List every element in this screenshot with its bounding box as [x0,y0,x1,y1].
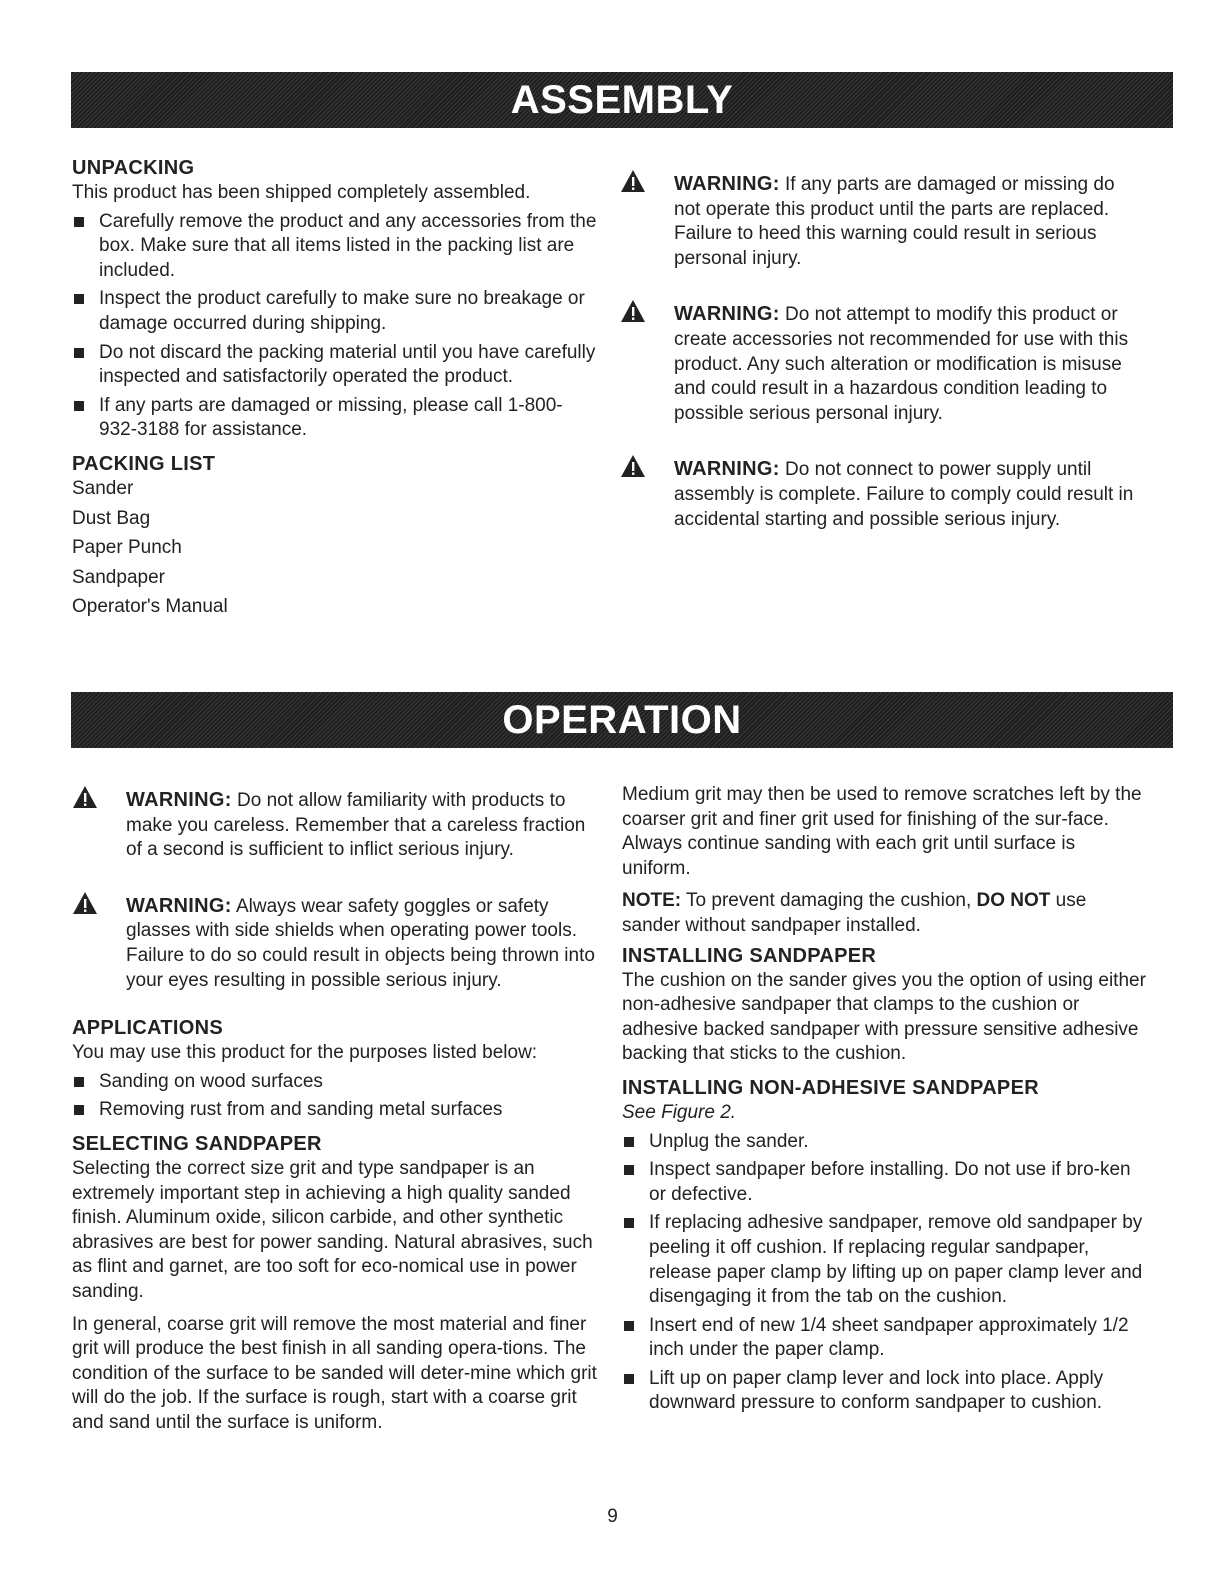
list-item: Inspect sandpaper before installing. Do not use if bro-ken or defective. [622,1158,1147,1207]
list-item: Paper Punch [72,537,182,559]
list-item: If any parts are damaged or missing, please call 1-800-932-3188 for assistance. [72,394,597,443]
warning-block [72,894,597,993]
warning-label: WARNING: [126,789,232,811]
list-item: Sandpaper [72,566,165,588]
warning-text: Do not attempt to modify this product or create accessories not recommended for use with this product. Any such alteration or modification is misuse and could result in a hazardous condition leading to possible serious personal injury. [674,304,1129,424]
selecting-paragraph: Selecting the correct size grit and type sandpaper is an extremely important step in achieving a high quality sanded finish. Aluminum oxide, silicon carbide, and other synthetic abrasives are best for power sanding. Natural abrasives, such as flint and garnet, are too soft for eco-nomical use in power sanding. [72,1157,593,1302]
applications-intro: You may use this product for the purposes listed below: [72,1042,538,1064]
selecting-paragraph: In general, coarse grit will remove the most material and finer grit will produce the best finish in all sanding opera-tions. The condition of the surface to be sanded will deter-mine which grit will do the job. If the surface is rough, start with a coarse grit and sand until the surface is uniform. [72,1313,597,1433]
warning-triangle-icon [620,299,646,323]
list-item: Insert end of new 1/4 sheet sandpaper approximately 1/2 inch under the paper clamp. [622,1314,1147,1363]
warning-block [620,457,1145,532]
bullet-icon [74,1077,84,1087]
warning-triangle-icon [72,785,98,809]
warning-triangle-icon [72,891,98,915]
list-item: Operator's Manual [72,596,228,618]
bullet-icon [74,401,84,411]
operation-left-column [72,788,597,1435]
unpacking-section [72,155,597,625]
warning-text: Do not connect to power supply until assembly is complete. Failure to comply could result in accidental starting and possible serious injury. [674,459,1134,530]
warning-text: If any parts are damaged or missing do not operate this product until the parts are replaced. Failure to heed this warning could result in serious personal injury. [674,174,1115,269]
bullet-icon [624,1137,634,1147]
bullet-icon [624,1218,634,1228]
warning-triangle-icon [620,169,646,193]
warning-text: Always wear safety goggles or safety glasses with side shields when operating power tools. Failure to do so could result in objects being thrown into your eyes resulting in possible serious injury. [126,895,595,991]
non-adhesive-steps [622,1130,1147,1417]
warning-text: Do not allow familiarity with products to make you careless. Remember that a careless fraction of a second is sufficient to inflict serious injury. [126,790,586,861]
warning-label: WARNING: [674,173,780,195]
installing-sandpaper-heading: INSTALLING SANDPAPER [622,944,877,967]
installing-paragraph: The cushion on the sander gives you the option of using either non-adhesive sandpaper that clamps to the cushion or adhesive backed sandpaper with pressure sensitive adhesive backing that sticks to the cushion. [622,969,1146,1065]
bullet-icon [74,348,84,358]
selecting-sandpaper-heading: SELECTING SANDPAPER [72,1132,322,1155]
list-item: Sanding on wood surfaces [72,1070,597,1095]
figure-reference: See Figure 2. [622,1101,737,1123]
list-item: Removing rust from and sanding metal surfaces [72,1098,597,1123]
unpacking-list [72,210,597,443]
applications-heading: APPLICATIONS [72,1017,224,1040]
bullet-icon [74,1105,84,1115]
note-emphasis: DO NOT [976,890,1051,912]
warning-label: WARNING: [674,458,780,481]
list-item: If replacing adhesive sandpaper, remove old sandpaper by peeling it off cushion. If replacing regular sandpaper, release paper clamp by lifting up on paper clamp lever and disengaging it from the tab on the cushion. [622,1211,1147,1309]
assembly-warnings [620,172,1145,532]
unpacking-heading: UNPACKING [72,157,195,179]
selecting-paragraph: Medium grit may then be used to remove scratches left by the coarser grit and finer grit used for finishing of the sur-face. Always continue sanding with each grit until surface is uniform. [622,784,1142,879]
applications-list [72,1070,597,1123]
note-label: NOTE: [622,890,682,912]
warning-block [72,788,597,863]
warning-triangle-icon [620,454,646,478]
warning-block [620,302,1145,426]
packing-list [72,477,597,620]
unpacking-intro: This product has been shipped completely assembled. [72,182,531,203]
bullet-icon [624,1374,634,1384]
bullet-icon [74,217,84,227]
non-adhesive-heading: INSTALLING NON-ADHESIVE SANDPAPER [622,1076,1039,1099]
operation-right-column [622,783,1147,1416]
bullet-icon [74,294,84,304]
warning-label: WARNING: [674,303,780,326]
list-item: Inspect the product carefully to make sure no breakage or damage occurred during shipping. [72,287,597,336]
page-number: 9 [607,1506,618,1527]
list-item: Lift up on paper clamp lever and lock into place. Apply downward pressure to conform sandpaper to cushion. [622,1367,1147,1416]
warning-block [620,172,1145,271]
note-paragraph: NOTE: To prevent damaging the cushion, DO NOT use sander without sandpaper installed. [622,890,1087,936]
list-item: Do not discard the packing material until you have carefully inspected and satisfactorily operated the product. [72,341,597,390]
list-item: Unplug the sander. [622,1130,1147,1155]
list-item: Dust Bag [72,507,151,529]
assembly-banner-title: ASSEMBLY [510,77,734,122]
warning-label: WARNING: [126,894,232,917]
list-item: Sander [72,477,134,499]
packing-list-heading: PACKING LIST [72,452,216,475]
operation-banner [71,692,1173,748]
assembly-banner [71,72,1173,128]
bullet-icon [624,1165,634,1175]
bullet-icon [624,1321,634,1331]
list-item: Carefully remove the product and any accessories from the box. Make sure that all items listed in the packing list are included. [72,210,597,284]
operation-banner-title: OPERATION [502,697,742,742]
